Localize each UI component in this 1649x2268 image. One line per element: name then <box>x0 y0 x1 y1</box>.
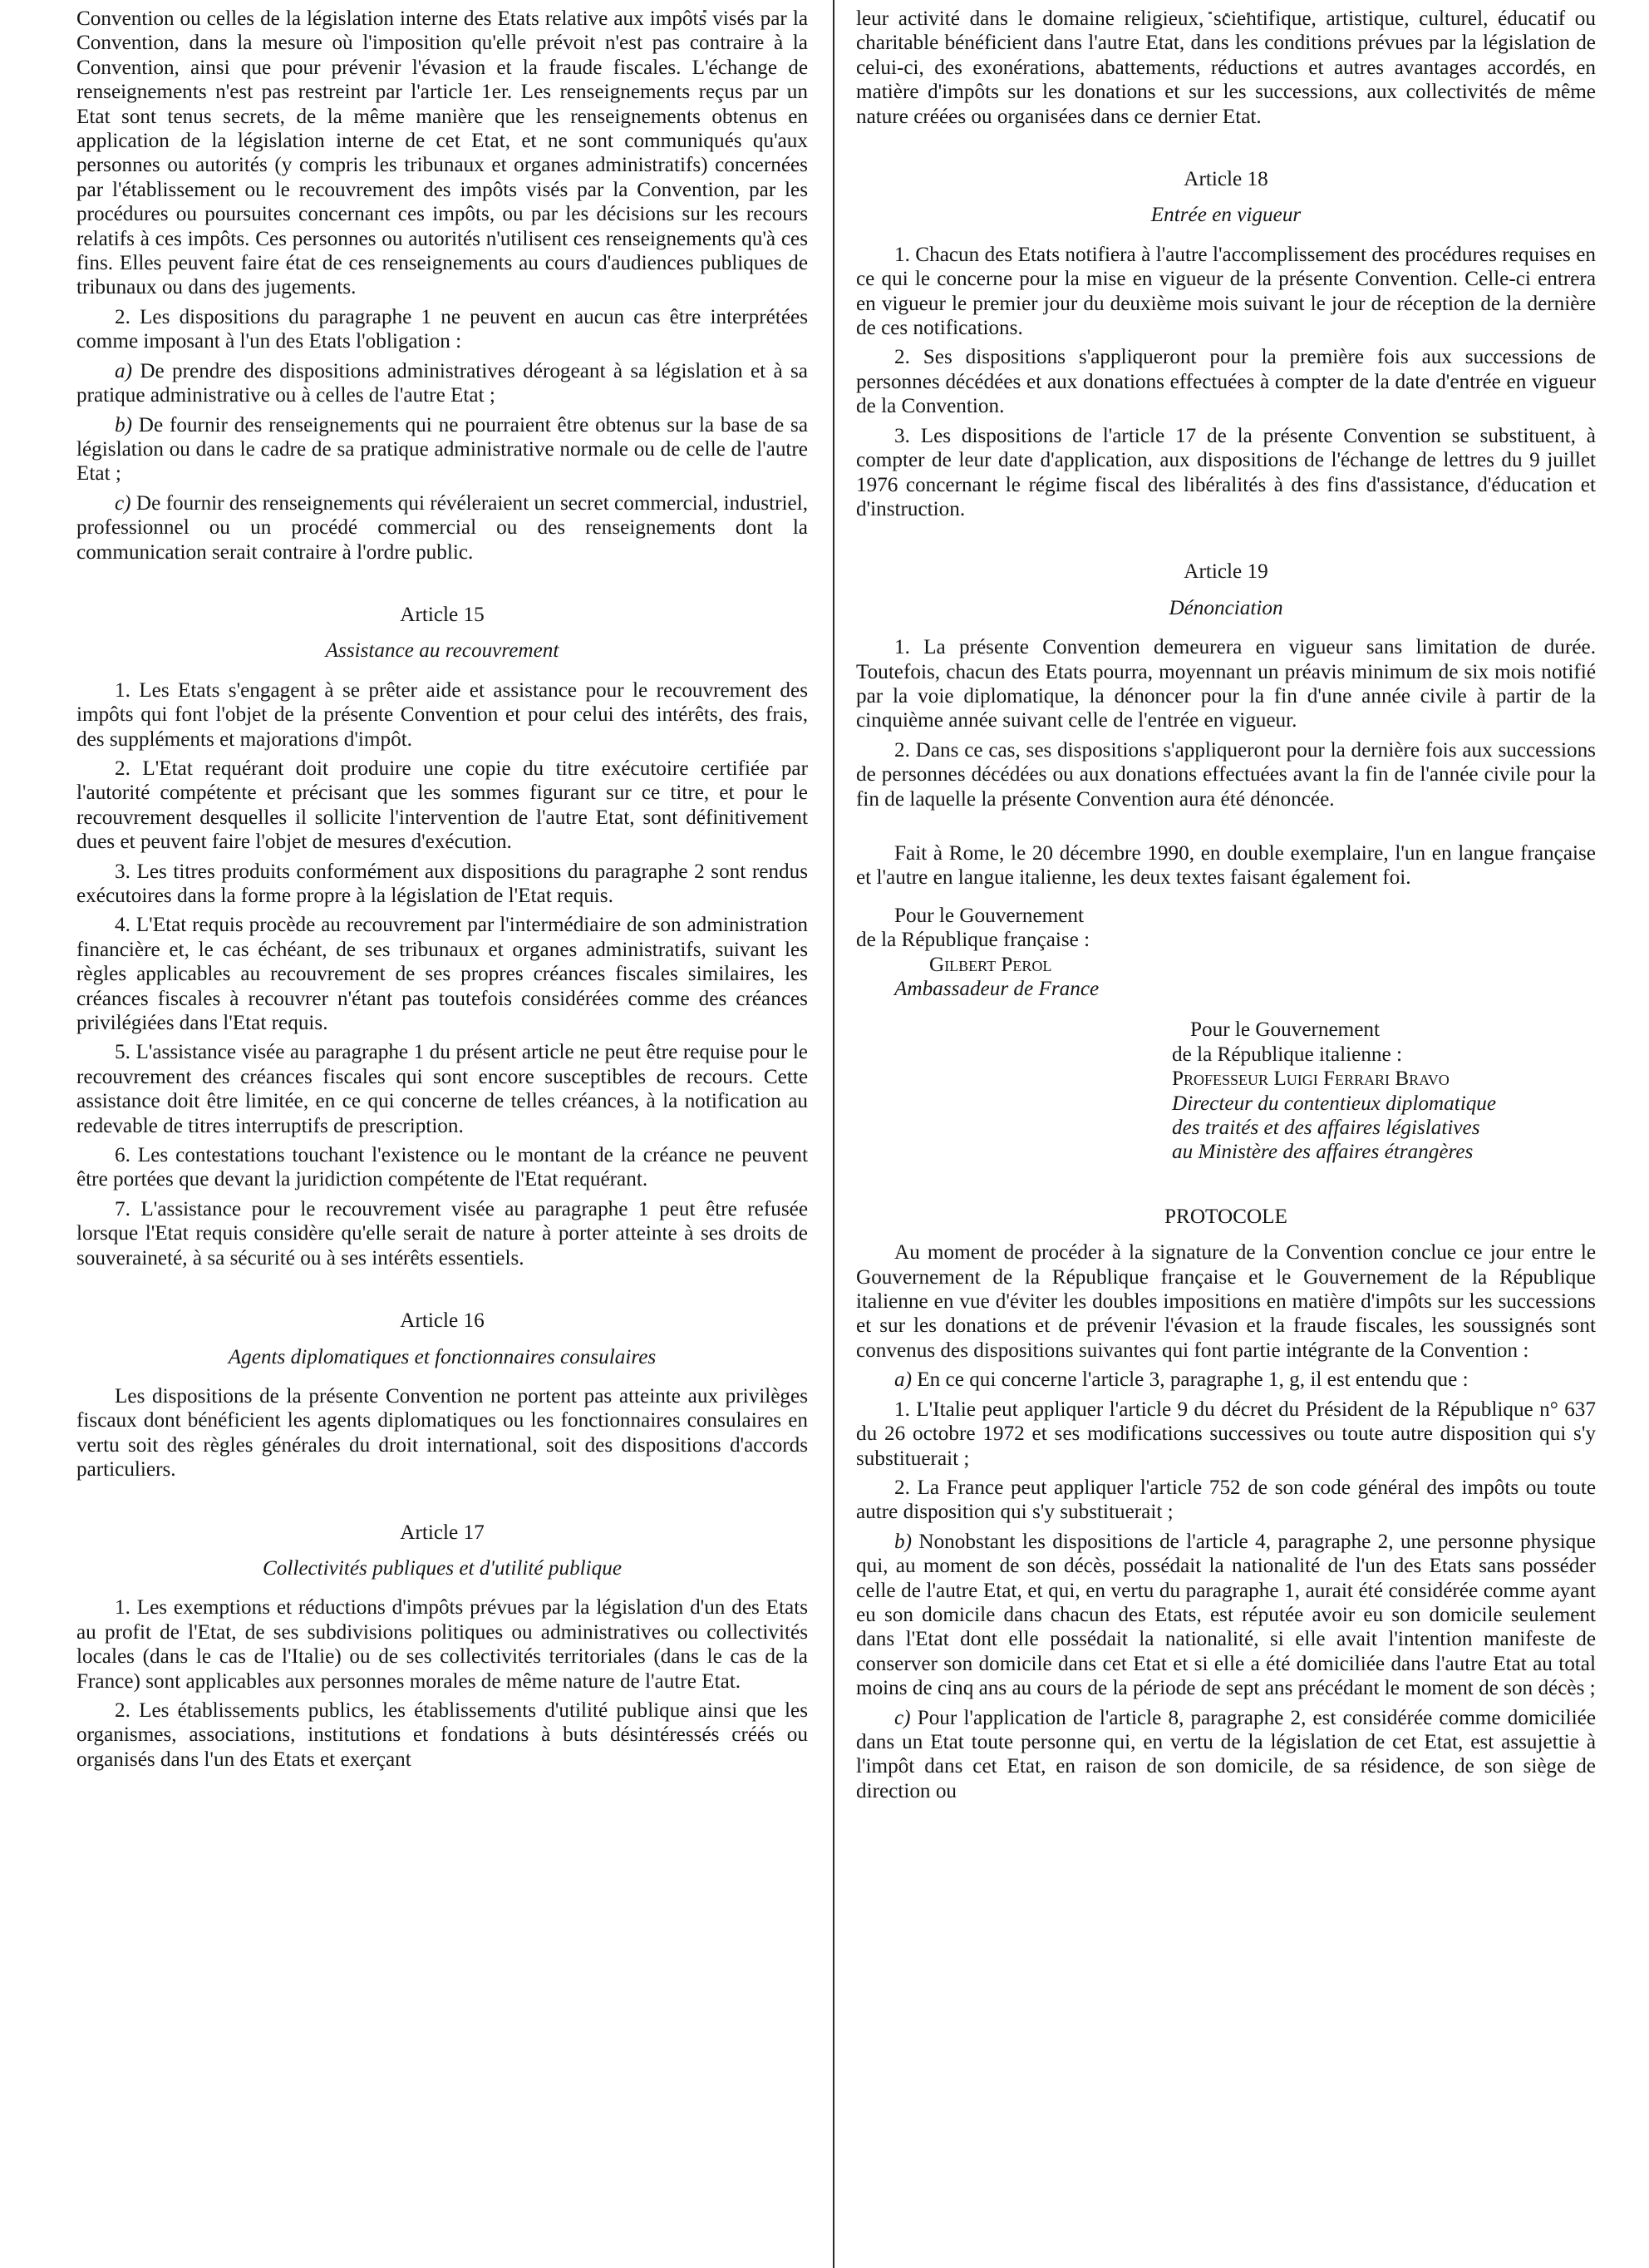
signing-statement: Fait à Rome, le 20 décembre 1990, en double exemplaire, l'un en langue française et l'autre en langue italienne, les deux textes faisant également foi. <box>856 841 1596 890</box>
article16-heading: Article 16 <box>400 1309 485 1333</box>
right-column <box>856 7 1596 2268</box>
signatory-fr-title: Ambassadeur de France <box>894 978 1100 1000</box>
item-text: Nonobstant les dispositions de l'article 4, paragraphe 2, une personne physique qui, au moment de son décès, possédait la nationalité de l'un des Etats sans posséder celle de l'autre Etat, et qui, en vertu du paragraphe 1, aurait été considérée comme ayant eu son domicile dans chacun des Etats, est réputée avoir eu son domicile seulement dans l'Etat dont elle possédait la nationalité, si elle avait l'intention manifeste de conserver son domicile dans cet Etat et si elle a été domiciliée dans l'autre Etat au total moins de cinq ans au cours de la période de sept ans précédant le moment de son décès ; <box>856 1530 1596 1700</box>
item-text: Pour l'application de l'article 8, paragraphe 2, est considérée comme domiciliée dans un Etat toute personne qui, en vertu de la législation de cet Etat, est assujettie à l'impôt dans cet Etat, en raison de son domicile, de sa résidence, de son siège de direction ou <box>856 1706 1596 1802</box>
article14-item-c <box>76 491 808 565</box>
item-label: a) <box>894 1368 912 1392</box>
signatory-it-title-2: des traités et des affaires législatives <box>1172 1117 1480 1140</box>
article15-heading: Article 15 <box>400 603 485 626</box>
protocole-item-a <box>856 1368 1596 1392</box>
item-label: b) <box>115 413 132 436</box>
protocole-heading: PROTOCOLE <box>1164 1205 1287 1228</box>
article15-paragraph: 4. L'Etat requis procède au recouvrement par l'intermédiaire de son administration financière et, le cas échéant, de ses tribunaux et organes administratifs, suivant les règles applicables au recouvrement de ses propres créances fiscales similaires, les créances fiscales à recouvrer n'étant pas toutefois considérées comme des créances privilégiées dans l'Etat requis. <box>76 914 808 1035</box>
article19-paragraph: 2. Dans ce cas, ses dispositions s'appliqueront pour la dernière fois aux successions de personnes décédées ou aux donations effectuées avant la fin de l'année civile pour la fin de laquelle la présente Convention aura été dénoncée. <box>856 738 1596 811</box>
article18-paragraph: 3. Les dispositions de l'article 17 de la présente Convention se substituent, à compter de leur date d'application, aux dispositions de l'échange de lettres du 9 juillet 1976 concernant le régime fiscal des libéralités à des fins d'assistance, d'éducation et d'instruction. <box>856 424 1596 520</box>
protocole-item-a2: 2. La France peut appliquer l'article 752 de son code général des impôts ou toute autre disposition qui s'y substituerait ; <box>856 1476 1596 1524</box>
column-divider <box>833 0 834 2268</box>
article15-subtitle: Assistance au recouvrement <box>325 639 559 663</box>
signatory-it-name: Professeur Luigi Ferrari Bravo <box>1172 1067 1450 1091</box>
signature-fr-line-2: de la République française : <box>856 929 1090 952</box>
article17-continuation: leur activité dans le domaine religieux, scientifique, artistique, culturel, éducatif ou charitable bénéficient dans l'autre Etat, dans les conditions prévues par la législation de celui-ci, des exonérations, abattements, réductions et autres avantages accordés, en matière d'impôts sur les donations et sur les successions, aux collectivités de même nature créées ou organisées dans ce dernier Etat. <box>856 7 1596 128</box>
signature-it-line-1: Pour le Gouvernement <box>1190 1018 1381 1042</box>
item-label: a) <box>115 359 132 382</box>
signatory-fr-name: Gilbert Perol <box>929 953 1052 976</box>
left-column <box>76 7 808 2268</box>
article14-continuation: Convention ou celles de la législation interne des Etats relative aux impôts visés par la Convention, dans la mesure où l'imposition qu'elle prévoit n'est pas contraire à la Convention, ainsi que pour prévenir l'évasion et la fraude fiscales. L'échange de renseignements n'est pas restreint par l'article 1er. Les renseignements reçus par un Etat sont tenus secrets, de la même manière que les renseignements obtenus en application de la législation interne de cet Etat, et ne sont communiqués qu'aux personnes ou autorités (y compris les tribunaux et organes administratifs) concernées par l'établissement ou le recouvrement des impôts visés par la Convention, par les procédures ou poursuites concernant ces impôts, ou par les décisions sur les recours relatifs à ces impôts. Ces personnes ou autorités n'utilisent ces renseignements qu'à ces fins. Elles peuvent faire état de ces renseignements au cours d'audiences publiques de tribunaux ou dans des jugements. <box>76 7 808 299</box>
article18-subtitle: Entrée en vigueur <box>1150 204 1302 227</box>
article15-paragraph: 2. L'Etat requérant doit produire une copie du titre exécutoire certifiée par l'autorité compétente et précisant que les sommes figurant sur ce titre, et pour le recouvrement desquelles il sollicite l'intervention de l'autre Etat, sont définitivement dues et peuvent faire l'objet de mesures d'exécution. <box>76 757 808 854</box>
signature-it-line-2: de la République italienne : <box>1172 1043 1402 1066</box>
article17-heading: Article 17 <box>400 1521 485 1544</box>
article16-subtitle: Agents diplomatiques et fonctionnaires consulaires <box>228 1345 657 1368</box>
article18-paragraph: 2. Ses dispositions s'appliqueront pour la première fois aux successions de personnes décédées et aux donations effectuées à compter de la date d'entrée en vigueur de la Convention. <box>856 346 1596 418</box>
article19-paragraph: 1. La présente Convention demeurera en vigueur sans limitation de durée. Toutefois, chacun des Etats pourra, moyennant un préavis minimum de six mois notifié par la voie diplomatique, la dénoncer pour la fin d'une année civile à partir de la cinquième année suivant celle de l'entrée en vigueur. <box>856 636 1596 732</box>
article15-paragraph: 3. Les titres produits conformément aux dispositions du paragraphe 2 sont rendus exécutoires dans la forme propre à la législation de l'Etat requis. <box>76 860 808 907</box>
signatory-it-title-3: au Ministère des affaires étrangères <box>1172 1141 1474 1164</box>
article15-paragraph: 5. L'assistance visée au paragraphe 1 du présent article ne peut être requise pour le recouvrement des créances fiscales qui sont encore susceptibles de recours. Cette assistance doit être limitée, en ce qui concerne de telles créances, à la notification au redevable de titres interruptifs de prescription. <box>76 1041 808 1137</box>
protocole-item-a1: 1. L'Italie peut appliquer l'article 9 du décret du Président de la République n° 637 du 26 octobre 1972 et ses modifications successives ou toute autre disposition qui s'y substituerait ; <box>856 1398 1596 1470</box>
article18-paragraph: 1. Chacun des Etats notifiera à l'autre l'accomplissement des procédures requises en ce qui le concerne pour la mise en vigueur de la présente Convention. Celle-ci entrera en vigueur le premier jour du deuxième mois suivant le jour de réception de la dernière de ces notifications. <box>856 243 1596 340</box>
signature-fr-line-1: Pour le Gouvernement <box>894 904 1085 927</box>
article17-subtitle: Collectivités publiques et d'utilité publique <box>262 1556 623 1580</box>
item-label: b) <box>894 1530 912 1553</box>
item-text: De fournir des renseignements qui ne pourraient être obtenus sur la base de sa législation ou dans le cadre de sa pratique administrative normale ou de celle de l'autre Etat ; <box>76 413 808 486</box>
protocole-item-c <box>856 1706 1596 1804</box>
item-label: c) <box>115 491 131 515</box>
article17-paragraph-2: 2. Les établissements publics, les établissements d'utilité publique ainsi que les organismes, associations, institutions et fondations à buts désintéressés créés ou organisés dans l'un des Etats et exerçant <box>76 1699 808 1771</box>
article14-item-b <box>76 413 808 486</box>
item-text: En ce qui concerne l'article 3, paragraphe 1, g, il est entendu que : <box>911 1368 1469 1392</box>
article15-paragraph: 6. Les contestations touchant l'existence ou le montant de la créance ne peuvent être portées que devant la juridiction compétente de l'Etat requérant. <box>76 1144 808 1191</box>
article16-paragraph: Les dispositions de la présente Convention ne portent pas atteinte aux privilèges fiscaux dont bénéficient les agents diplomatiques ou les fonctionnaires consulaires en vertu soit des règles générales du droit international, soit des dispositions d'accords particuliers. <box>76 1384 808 1482</box>
article14-paragraph-2: 2. Les dispositions du paragraphe 1 ne peuvent en aucun cas être interprétées comme imposant à l'un des Etats l'obligation : <box>76 305 808 353</box>
item-text: De fournir des renseignements qui révéleraient un secret commercial, industriel, professionnel ou un procédé commercial ou des renseignements dont la communication serait contraire à l'ordre public. <box>76 491 808 564</box>
protocole-item-b <box>856 1530 1596 1701</box>
article17-paragraph-1: 1. Les exemptions et réductions d'impôts prévues par la législation d'un des Etats au profit de l'Etat, de ses subdivisions politiques ou administratives ou collectivités locales (dans le cas de l'Italie) ou de ses collectivités territoriales (dans le cas de la France) sont applicables aux personnes morales de même nature de l'autre Etat. <box>76 1596 808 1693</box>
article14-item-a <box>76 359 808 408</box>
article19-heading: Article 19 <box>1184 560 1268 584</box>
article19-subtitle: Dénonciation <box>1169 596 1283 619</box>
protocole-intro: Au moment de procéder à la signature de la Convention conclue ce jour entre le Gouvernement de la République française et le Gouvernement de la République italienne en vue d'éviter les doubles impositions en matière d'impôts sur les successions et sur les donations et de prévenir l'évasion et la fraude fiscales, les soussignés sont convenus des dispositions suivantes qui font partie intégrante de la Convention : <box>856 1241 1596 1362</box>
article15-paragraph: 7. L'assistance pour le recouvrement visée au paragraphe 1 peut être refusée lorsque l'Etat requis considère qu'elle serait de nature à porter atteinte à ses droits de souveraineté, à sa sécurité ou à ses intérêts essentiels. <box>76 1197 808 1270</box>
article18-heading: Article 18 <box>1184 168 1268 191</box>
signatory-it-title-1: Directeur du contentieux diplomatique <box>1172 1092 1497 1115</box>
article15-paragraph: 1. Les Etats s'engagent à se prêter aide et assistance pour le recouvrement des impôts qui font l'objet de la présente Convention et pour celui des intérêts, des frais, des suppléments et majorations d'impôt. <box>76 678 808 751</box>
item-text: De prendre des dispositions administratives dérogeant à sa législation et à sa pratique administrative ou à celles de l'autre Etat ; <box>76 359 808 407</box>
item-label: c) <box>894 1706 911 1729</box>
